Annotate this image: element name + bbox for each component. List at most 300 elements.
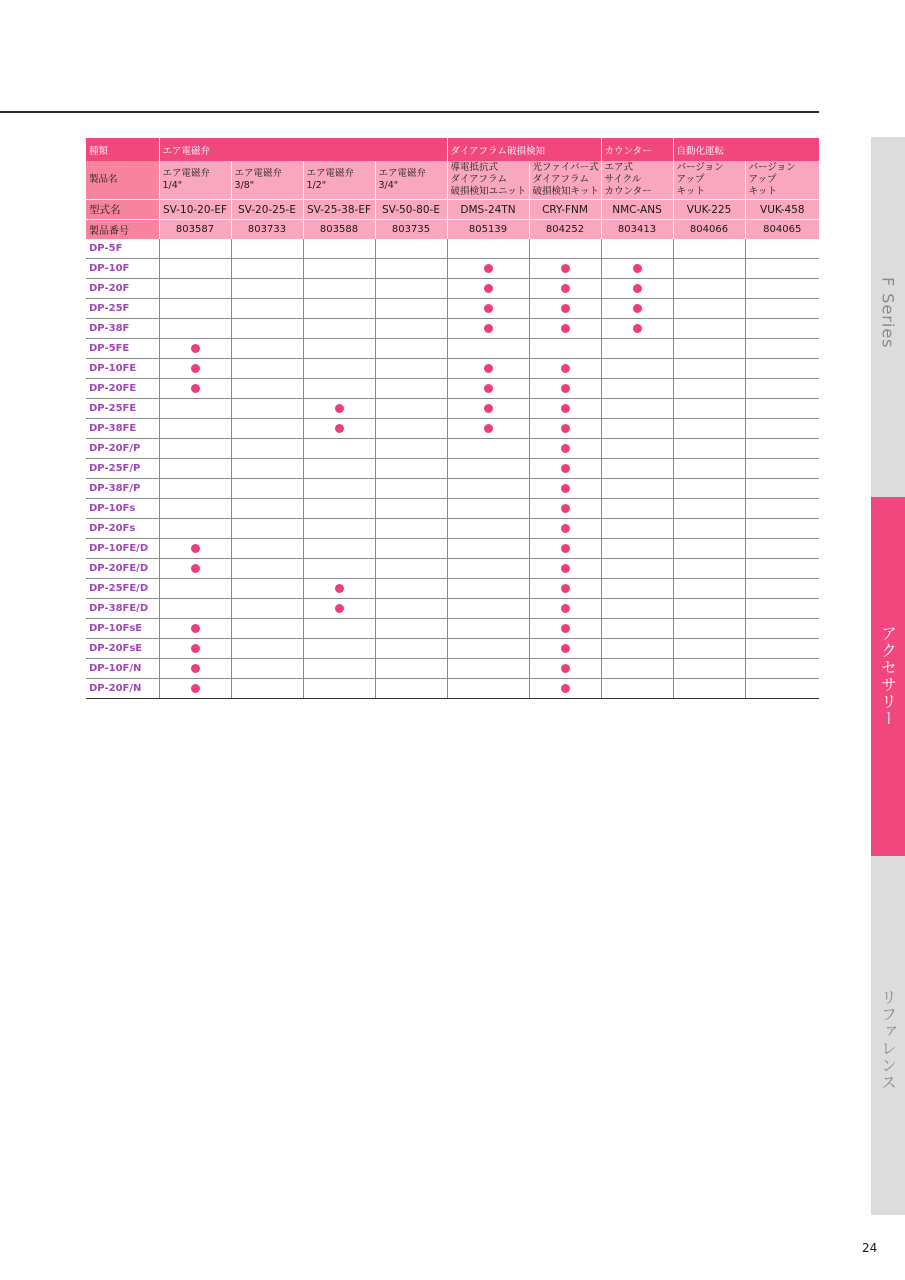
product-code-row bbox=[86, 220, 819, 240]
product-name-cell bbox=[529, 161, 601, 200]
compatible-dot-icon bbox=[561, 304, 570, 313]
compat-cell bbox=[159, 399, 231, 419]
compatible-dot-icon bbox=[191, 684, 200, 693]
compatible-dot-icon bbox=[561, 484, 570, 493]
compatible-dot-icon bbox=[335, 604, 344, 613]
compatible-dot-icon bbox=[191, 624, 200, 633]
compat-cell bbox=[159, 559, 231, 579]
compat-cell bbox=[231, 479, 303, 499]
product-name-row bbox=[86, 161, 819, 200]
kind-group-diaphragm-detection: ダイアフラム破損検知 bbox=[447, 138, 601, 161]
model-cell: VUK-225 bbox=[673, 200, 745, 220]
compat-cell bbox=[529, 499, 601, 519]
compat-cell bbox=[375, 619, 447, 639]
compat-cell bbox=[159, 299, 231, 319]
product-name-line: アップ bbox=[676, 174, 705, 185]
table-row bbox=[86, 659, 819, 679]
compat-cell bbox=[601, 379, 673, 399]
compat-cell bbox=[375, 659, 447, 679]
compat-cell bbox=[231, 299, 303, 319]
compat-cell bbox=[745, 539, 819, 559]
compat-cell bbox=[375, 579, 447, 599]
model-cell: VUK-458 bbox=[745, 200, 819, 220]
compat-cell bbox=[529, 279, 601, 299]
compat-cell bbox=[375, 299, 447, 319]
compat-cell bbox=[231, 659, 303, 679]
pump-model-cell: DP-25FE bbox=[86, 399, 159, 419]
compatible-dot-icon bbox=[191, 344, 200, 353]
product-name-cell bbox=[375, 161, 447, 200]
pump-model-cell: DP-38F bbox=[86, 319, 159, 339]
compat-cell bbox=[159, 319, 231, 339]
compat-cell bbox=[303, 679, 375, 699]
table-row bbox=[86, 439, 819, 459]
table-row bbox=[86, 579, 819, 599]
compat-cell bbox=[159, 239, 231, 259]
product-code-cell: 803587 bbox=[159, 220, 231, 240]
compat-cell bbox=[159, 499, 231, 519]
compatible-dot-icon bbox=[335, 424, 344, 433]
table-row bbox=[86, 259, 819, 279]
pump-model-cell: DP-5FE bbox=[86, 339, 159, 359]
compat-cell bbox=[673, 399, 745, 419]
compat-cell bbox=[673, 679, 745, 699]
compat-cell bbox=[231, 399, 303, 419]
product-code-cell: 804066 bbox=[673, 220, 745, 240]
compatible-dot-icon bbox=[484, 324, 493, 333]
model-cell: NMC-ANS bbox=[601, 200, 673, 220]
compat-cell bbox=[529, 439, 601, 459]
compat-cell bbox=[231, 379, 303, 399]
table-row bbox=[86, 239, 819, 259]
compat-cell bbox=[159, 359, 231, 379]
compat-cell bbox=[231, 459, 303, 479]
table-row bbox=[86, 399, 819, 419]
compat-cell bbox=[159, 479, 231, 499]
compatible-dot-icon bbox=[191, 644, 200, 653]
product-name-cell bbox=[673, 161, 745, 200]
compat-cell bbox=[745, 459, 819, 479]
compat-cell bbox=[303, 439, 375, 459]
compat-cell bbox=[745, 479, 819, 499]
compat-cell bbox=[303, 299, 375, 319]
product-code-cell: 803735 bbox=[375, 220, 447, 240]
compat-cell bbox=[745, 579, 819, 599]
kind-row bbox=[86, 138, 819, 161]
product-name-line: アップ bbox=[748, 174, 777, 185]
compat-cell bbox=[447, 479, 529, 499]
product-name-cell bbox=[231, 161, 303, 200]
compat-cell bbox=[447, 679, 529, 699]
compat-cell bbox=[303, 619, 375, 639]
compat-cell bbox=[375, 339, 447, 359]
product-code-cell: 804252 bbox=[529, 220, 601, 240]
compat-cell bbox=[745, 259, 819, 279]
compat-cell bbox=[745, 239, 819, 259]
compat-cell bbox=[303, 399, 375, 419]
compat-cell bbox=[745, 399, 819, 419]
compat-cell bbox=[375, 559, 447, 579]
compat-cell bbox=[375, 319, 447, 339]
compat-cell bbox=[159, 339, 231, 359]
product-name-line: ダイアフラム bbox=[532, 174, 589, 185]
side-tab-label: リファレンス bbox=[878, 989, 898, 1091]
compat-cell bbox=[745, 639, 819, 659]
compat-cell bbox=[601, 439, 673, 459]
compat-cell bbox=[447, 379, 529, 399]
compat-cell bbox=[231, 339, 303, 359]
compat-cell bbox=[375, 639, 447, 659]
compat-cell bbox=[601, 299, 673, 319]
pump-model-cell: DP-10FE/D bbox=[86, 539, 159, 559]
compatible-dot-icon bbox=[633, 304, 642, 313]
compat-cell bbox=[601, 399, 673, 419]
compat-cell bbox=[601, 579, 673, 599]
compat-cell bbox=[447, 399, 529, 419]
table-row bbox=[86, 459, 819, 479]
table-row bbox=[86, 499, 819, 519]
compat-cell bbox=[601, 319, 673, 339]
pump-model-cell: DP-10FsE bbox=[86, 619, 159, 639]
product-name-label: 製品名 bbox=[86, 161, 159, 200]
compat-cell bbox=[529, 679, 601, 699]
compatible-dot-icon bbox=[633, 324, 642, 333]
model-cell: SV-50-80-E bbox=[375, 200, 447, 220]
pump-model-cell: DP-20FE/D bbox=[86, 559, 159, 579]
table-row bbox=[86, 519, 819, 539]
compat-cell bbox=[529, 599, 601, 619]
compat-cell bbox=[447, 599, 529, 619]
product-name-line: エア電磁弁 bbox=[306, 168, 355, 179]
compat-cell bbox=[159, 639, 231, 659]
compat-cell bbox=[673, 639, 745, 659]
compat-cell bbox=[673, 379, 745, 399]
compat-cell bbox=[601, 659, 673, 679]
compat-cell bbox=[745, 559, 819, 579]
compatible-dot-icon bbox=[561, 604, 570, 613]
compat-cell bbox=[529, 519, 601, 539]
compat-cell bbox=[745, 419, 819, 439]
compat-cell bbox=[231, 599, 303, 619]
compat-cell bbox=[601, 239, 673, 259]
compatible-dot-icon bbox=[561, 264, 570, 273]
compat-cell bbox=[601, 599, 673, 619]
compat-cell bbox=[231, 639, 303, 659]
compat-cell bbox=[159, 579, 231, 599]
compat-cell bbox=[447, 239, 529, 259]
compat-cell bbox=[745, 299, 819, 319]
compat-cell bbox=[375, 419, 447, 439]
product-name-line: エア電磁弁 bbox=[378, 168, 427, 179]
compat-cell bbox=[673, 359, 745, 379]
compat-cell bbox=[159, 379, 231, 399]
compatible-dot-icon bbox=[561, 624, 570, 633]
compat-cell bbox=[159, 259, 231, 279]
compatible-dot-icon bbox=[561, 424, 570, 433]
compat-cell bbox=[745, 359, 819, 379]
compatible-dot-icon bbox=[561, 504, 570, 513]
product-name-line: エア電磁弁 bbox=[234, 168, 283, 179]
compat-cell bbox=[231, 439, 303, 459]
model-cell: SV-25-38-EF bbox=[303, 200, 375, 220]
compatible-dot-icon bbox=[561, 444, 570, 453]
compatible-dot-icon bbox=[561, 364, 570, 373]
compatible-dot-icon bbox=[561, 384, 570, 393]
compat-cell bbox=[447, 639, 529, 659]
compat-cell bbox=[447, 279, 529, 299]
compat-cell bbox=[375, 679, 447, 699]
compat-cell bbox=[303, 359, 375, 379]
compat-cell bbox=[303, 319, 375, 339]
compat-cell bbox=[447, 439, 529, 459]
pump-model-cell: DP-38FE bbox=[86, 419, 159, 439]
compat-cell bbox=[529, 559, 601, 579]
pump-model-cell: DP-20F/P bbox=[86, 439, 159, 459]
product-code-label: 製品番号 bbox=[86, 220, 159, 240]
compat-cell bbox=[673, 299, 745, 319]
compat-cell bbox=[745, 379, 819, 399]
pump-model-cell: DP-10F/N bbox=[86, 659, 159, 679]
pump-model-cell: DP-25FE/D bbox=[86, 579, 159, 599]
pump-model-cell: DP-38FE/D bbox=[86, 599, 159, 619]
table-row bbox=[86, 359, 819, 379]
compat-cell bbox=[231, 499, 303, 519]
table-row bbox=[86, 319, 819, 339]
model-cell: SV-10-20-EF bbox=[159, 200, 231, 220]
compat-cell bbox=[159, 439, 231, 459]
compatible-dot-icon bbox=[191, 564, 200, 573]
product-name-line: バージョン bbox=[676, 162, 724, 173]
product-name-line: 1/4" bbox=[162, 180, 183, 191]
product-name-line: 光ファイバー式 bbox=[532, 162, 599, 173]
compatible-dot-icon bbox=[561, 664, 570, 673]
compat-cell bbox=[303, 659, 375, 679]
compatible-dot-icon bbox=[633, 264, 642, 273]
compatible-dot-icon bbox=[484, 424, 493, 433]
product-code-cell: 803588 bbox=[303, 220, 375, 240]
compat-cell bbox=[601, 679, 673, 699]
product-name-cell bbox=[745, 161, 819, 200]
table-row bbox=[86, 379, 819, 399]
product-name-cell bbox=[159, 161, 231, 200]
side-tab-reference[interactable] bbox=[871, 856, 905, 1215]
compat-cell bbox=[673, 579, 745, 599]
compat-cell bbox=[673, 239, 745, 259]
compat-cell bbox=[601, 479, 673, 499]
compat-cell bbox=[529, 359, 601, 379]
compat-cell bbox=[745, 519, 819, 539]
compat-cell bbox=[673, 519, 745, 539]
side-tab-label: F Series bbox=[878, 277, 898, 349]
pump-model-cell: DP-38F/P bbox=[86, 479, 159, 499]
compat-cell bbox=[231, 239, 303, 259]
compat-cell bbox=[159, 659, 231, 679]
compat-cell bbox=[529, 319, 601, 339]
pump-model-cell: DP-10Fs bbox=[86, 499, 159, 519]
compat-cell bbox=[447, 459, 529, 479]
compat-cell bbox=[303, 259, 375, 279]
compat-cell bbox=[601, 559, 673, 579]
compat-cell bbox=[447, 559, 529, 579]
compatible-dot-icon bbox=[561, 404, 570, 413]
compat-cell bbox=[303, 519, 375, 539]
compat-cell bbox=[447, 259, 529, 279]
product-name-line: エア電磁弁 bbox=[162, 168, 211, 179]
product-name-line: キット bbox=[676, 186, 705, 197]
compat-cell bbox=[231, 619, 303, 639]
compat-cell bbox=[231, 559, 303, 579]
compat-cell bbox=[447, 419, 529, 439]
model-cell: DMS-24TN bbox=[447, 200, 529, 220]
compatible-dot-icon bbox=[561, 284, 570, 293]
compat-cell bbox=[673, 479, 745, 499]
compat-cell bbox=[447, 319, 529, 339]
compat-cell bbox=[447, 579, 529, 599]
model-label: 型式名 bbox=[86, 200, 159, 220]
compat-cell bbox=[231, 359, 303, 379]
compat-cell bbox=[673, 279, 745, 299]
pump-model-cell: DP-10FE bbox=[86, 359, 159, 379]
compat-cell bbox=[673, 559, 745, 579]
compatible-dot-icon bbox=[561, 524, 570, 533]
product-name-line: ダイアフラム bbox=[450, 174, 507, 185]
product-code-cell: 803413 bbox=[601, 220, 673, 240]
compatible-dot-icon bbox=[633, 284, 642, 293]
compatible-dot-icon bbox=[561, 464, 570, 473]
table-row bbox=[86, 639, 819, 659]
compat-cell bbox=[745, 279, 819, 299]
pump-model-cell: DP-10F bbox=[86, 259, 159, 279]
compat-cell bbox=[375, 459, 447, 479]
compat-cell bbox=[673, 499, 745, 519]
compatible-dot-icon bbox=[561, 324, 570, 333]
compat-cell bbox=[601, 419, 673, 439]
compat-cell bbox=[375, 399, 447, 419]
compat-cell bbox=[231, 679, 303, 699]
compat-cell bbox=[529, 239, 601, 259]
side-tab-label: アクセサリー bbox=[878, 625, 898, 727]
product-name-line: サイクル bbox=[604, 174, 642, 185]
compat-cell bbox=[159, 679, 231, 699]
kind-label: 種類 bbox=[86, 138, 159, 161]
compat-cell bbox=[745, 439, 819, 459]
compat-cell bbox=[303, 479, 375, 499]
compat-cell bbox=[375, 259, 447, 279]
compat-cell bbox=[231, 319, 303, 339]
compat-cell bbox=[447, 499, 529, 519]
compat-cell bbox=[375, 499, 447, 519]
model-cell: CRY-FNM bbox=[529, 200, 601, 220]
compat-cell bbox=[529, 619, 601, 639]
compat-cell bbox=[303, 579, 375, 599]
compat-cell bbox=[159, 279, 231, 299]
product-name-line: 1/2" bbox=[306, 180, 327, 191]
compat-cell bbox=[375, 239, 447, 259]
pump-model-cell: DP-5F bbox=[86, 239, 159, 259]
compat-cell bbox=[231, 539, 303, 559]
compat-cell bbox=[303, 339, 375, 359]
compat-cell bbox=[529, 539, 601, 559]
compatible-dot-icon bbox=[484, 304, 493, 313]
model-cell: SV-20-25-E bbox=[231, 200, 303, 220]
compat-cell bbox=[601, 359, 673, 379]
compat-cell bbox=[303, 539, 375, 559]
compat-cell bbox=[673, 619, 745, 639]
compat-cell bbox=[447, 519, 529, 539]
compat-cell bbox=[673, 339, 745, 359]
side-tab-accessory[interactable] bbox=[871, 497, 905, 856]
side-tab-f-series[interactable] bbox=[871, 137, 905, 497]
compat-cell bbox=[601, 499, 673, 519]
compat-cell bbox=[375, 479, 447, 499]
table-row bbox=[86, 279, 819, 299]
compat-cell bbox=[673, 259, 745, 279]
compat-cell bbox=[447, 659, 529, 679]
compat-cell bbox=[303, 239, 375, 259]
compat-cell bbox=[375, 359, 447, 379]
compat-cell bbox=[447, 359, 529, 379]
compatible-dot-icon bbox=[561, 684, 570, 693]
pump-model-cell: DP-25F/P bbox=[86, 459, 159, 479]
page-number: 24 bbox=[862, 1241, 878, 1255]
compat-cell bbox=[745, 319, 819, 339]
compat-cell bbox=[159, 599, 231, 619]
compat-cell bbox=[447, 539, 529, 559]
product-name-line: エア式 bbox=[604, 162, 634, 173]
compatible-dot-icon bbox=[335, 584, 344, 593]
compat-cell bbox=[375, 379, 447, 399]
compat-cell bbox=[159, 459, 231, 479]
product-name-cell bbox=[601, 161, 673, 200]
product-code-cell: 803733 bbox=[231, 220, 303, 240]
compat-cell bbox=[745, 339, 819, 359]
compatible-dot-icon bbox=[561, 544, 570, 553]
pump-model-cell: DP-25F bbox=[86, 299, 159, 319]
compatible-dot-icon bbox=[191, 364, 200, 373]
pump-model-cell: DP-20FE bbox=[86, 379, 159, 399]
compat-cell bbox=[231, 259, 303, 279]
compat-cell bbox=[745, 619, 819, 639]
product-name-line: 破損検知キット bbox=[532, 186, 599, 197]
table-row bbox=[86, 299, 819, 319]
compat-cell bbox=[447, 619, 529, 639]
product-name-line: 破損検知ユニット bbox=[450, 186, 527, 197]
product-code-cell: 805139 bbox=[447, 220, 529, 240]
compat-cell bbox=[159, 519, 231, 539]
compat-cell bbox=[601, 619, 673, 639]
compatible-dot-icon bbox=[191, 384, 200, 393]
compat-cell bbox=[529, 639, 601, 659]
kind-group-counter: カウンター bbox=[601, 138, 673, 161]
compat-cell bbox=[303, 639, 375, 659]
compat-cell bbox=[529, 259, 601, 279]
compat-cell bbox=[529, 299, 601, 319]
compat-cell bbox=[231, 519, 303, 539]
pump-model-cell: DP-20F bbox=[86, 279, 159, 299]
product-name-line: 3/8" bbox=[234, 180, 255, 191]
product-name-line: カウンター bbox=[604, 186, 652, 197]
compat-cell bbox=[601, 339, 673, 359]
compat-cell bbox=[601, 539, 673, 559]
pump-model-cell: DP-20Fs bbox=[86, 519, 159, 539]
compatible-dot-icon bbox=[484, 284, 493, 293]
compatible-dot-icon bbox=[484, 404, 493, 413]
compat-cell bbox=[231, 579, 303, 599]
compatible-dot-icon bbox=[561, 584, 570, 593]
product-name-cell bbox=[447, 161, 529, 200]
compat-cell bbox=[673, 539, 745, 559]
accessory-compatibility-table bbox=[86, 138, 819, 699]
